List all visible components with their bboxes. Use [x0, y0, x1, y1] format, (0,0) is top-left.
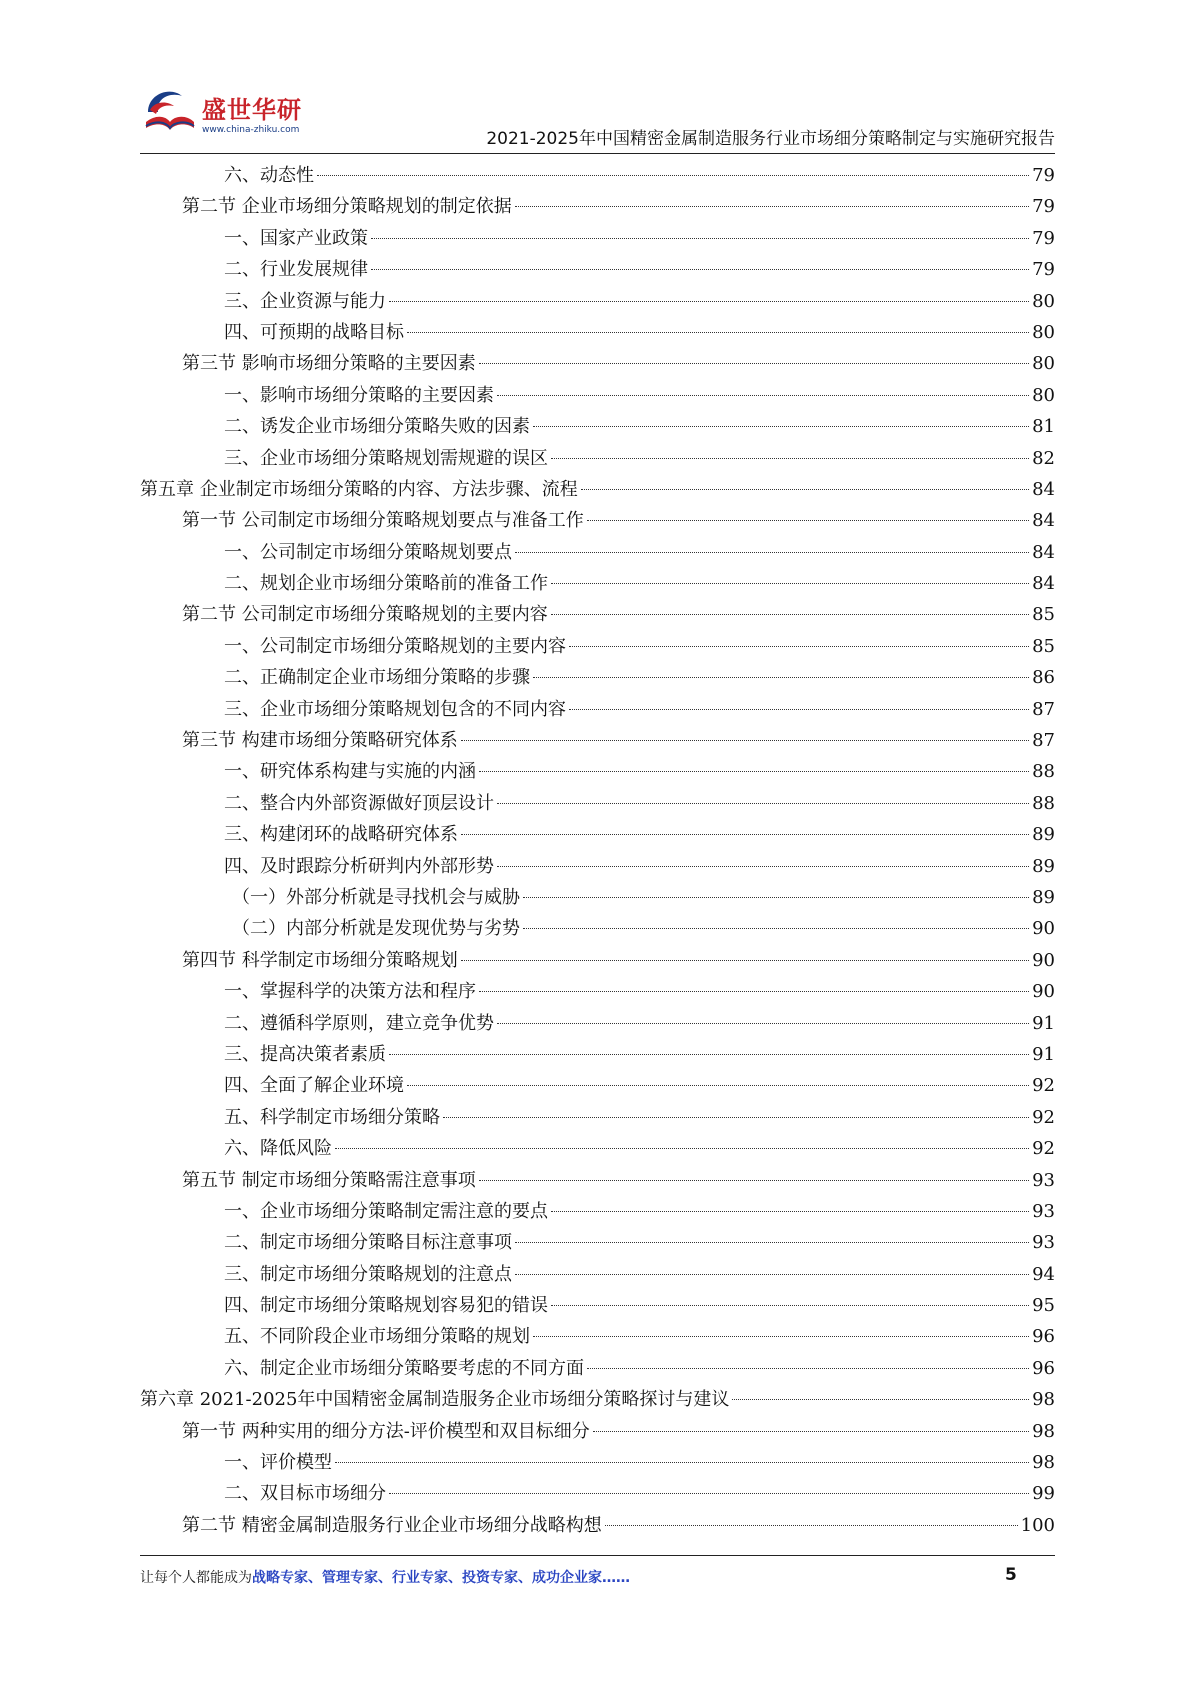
toc-leader-dots [732, 1399, 1029, 1400]
toc-entry-label: 五、不同阶段企业市场细分策略的规划 [224, 1326, 530, 1348]
toc-entry[interactable] [140, 1102, 1055, 1133]
toc-leader-dots [515, 206, 1029, 207]
toc-entry-label: 二、整合内外部资源做好顶层设计 [224, 792, 494, 814]
toc-entry-label: 二、遵循科学原则，建立竞争优势 [224, 1012, 494, 1034]
toc-leader-dots [593, 1431, 1029, 1432]
toc-entry-label: 三、企业资源与能力 [224, 290, 386, 312]
toc-entry-label: 二、正确制定企业市场细分策略的步骤 [224, 667, 530, 689]
toc-leader-dots [479, 1180, 1029, 1181]
toc-entry[interactable] [140, 568, 1055, 599]
toc-entry-page: 88 [1032, 761, 1055, 783]
toc-entry-page: 84 [1032, 478, 1055, 500]
logo-url: www.china-zhiku.com [202, 125, 300, 135]
toc-entry-label: 三、构建闭环的战略研究体系 [224, 824, 458, 846]
toc-entry-page: 93 [1032, 1200, 1055, 1222]
footer-slogan-lead: 让每个人都能成为 [140, 1570, 252, 1586]
toc-entry[interactable] [140, 1416, 1055, 1447]
toc-entry[interactable] [140, 819, 1055, 850]
toc-entry[interactable] [140, 505, 1055, 536]
toc-leader-dots [551, 614, 1029, 615]
toc-entry-page: 96 [1032, 1357, 1055, 1379]
toc-leader-dots [497, 866, 1029, 867]
toc-entry-page: 95 [1032, 1295, 1055, 1317]
toc-leader-dots [569, 646, 1029, 647]
toc-entry[interactable] [140, 913, 1055, 944]
toc-entry-label: 六、降低风险 [224, 1138, 332, 1160]
toc-entry-label: 一、影响市场细分策略的主要因素 [224, 384, 494, 406]
toc-entry[interactable] [140, 1227, 1055, 1258]
toc-entry-page: 88 [1032, 792, 1055, 814]
toc-entry-label: 一、公司制定市场细分策略规划的主要内容 [224, 635, 566, 657]
toc-leader-dots [461, 960, 1029, 961]
toc-leader-dots [389, 1054, 1029, 1055]
toc-leader-dots [479, 991, 1029, 992]
toc-entry-label: 第二节 企业市场细分策略规划的制定依据 [182, 196, 512, 218]
report-title: 2021-2025年中国精密金属制造服务行业市场细分策略制定与实施研究报告 [486, 129, 1055, 149]
toc-entry[interactable] [140, 443, 1055, 474]
toc-entry-label: 第四节 科学制定市场细分策略规划 [182, 949, 458, 971]
toc-leader-dots [371, 238, 1029, 239]
toc-entry-label: 第一节 两种实用的细分方法-评价模型和双目标细分 [182, 1420, 590, 1442]
toc-entry-page: 87 [1032, 730, 1055, 752]
toc-leader-dots [533, 1336, 1029, 1337]
toc-entry-page: 99 [1032, 1483, 1055, 1505]
toc-leader-dots [587, 1368, 1029, 1369]
toc-entry-page: 94 [1032, 1263, 1055, 1285]
toc-entry-label: 三、企业市场细分策略规划包含的不同内容 [224, 698, 566, 720]
toc-entry-page: 98 [1032, 1389, 1055, 1411]
toc-entry-label: 二、制定市场细分策略目标注意事项 [224, 1232, 512, 1254]
toc-entry[interactable] [140, 1353, 1055, 1384]
toc-entry[interactable] [140, 1290, 1055, 1321]
toc-entry-label: 四、及时跟踪分析研判内外部形势 [224, 855, 494, 877]
toc-entry[interactable] [140, 945, 1055, 976]
toc-entry[interactable] [140, 1447, 1055, 1478]
toc-entry[interactable] [140, 160, 1055, 191]
toc-leader-dots [335, 1148, 1029, 1149]
toc-entry-page: 91 [1032, 1012, 1055, 1034]
table-of-contents [140, 160, 1055, 1541]
footer-slogan [140, 1567, 630, 1587]
page-number: 5 [1005, 1565, 1017, 1585]
toc-entry-label: 三、制定市场细分策略规划的注意点 [224, 1263, 512, 1285]
toc-leader-dots [407, 332, 1029, 333]
toc-entry-label: 四、制定市场细分策略规划容易犯的错误 [224, 1295, 548, 1317]
toc-entry-page: 84 [1032, 510, 1055, 532]
toc-entry-label: 三、企业市场细分策略规划需规避的误区 [224, 447, 548, 469]
toc-entry-label: 二、行业发展规律 [224, 259, 368, 281]
toc-entry-label: 二、双目标市场细分 [224, 1483, 386, 1505]
toc-entry-label: 二、诱发企业市场细分策略失败的因素 [224, 416, 530, 438]
toc-leader-dots [497, 1023, 1029, 1024]
toc-leader-dots [515, 1242, 1029, 1243]
toc-leader-dots [533, 677, 1029, 678]
toc-entry[interactable] [140, 599, 1055, 630]
toc-entry[interactable] [140, 1259, 1055, 1290]
toc-entry-label: 六、制定企业市场细分策略要考虑的不同方面 [224, 1357, 584, 1379]
toc-entry-label: 第五节 制定市场细分策略需注意事项 [182, 1169, 476, 1191]
toc-entry-page: 89 [1032, 855, 1055, 877]
toc-entry[interactable] [140, 411, 1055, 442]
toc-leader-dots [533, 426, 1029, 427]
toc-leader-dots [371, 269, 1029, 270]
toc-entry-page: 90 [1032, 918, 1055, 940]
toc-entry-page: 90 [1032, 949, 1055, 971]
toc-leader-dots [569, 709, 1029, 710]
company-logo [140, 80, 320, 148]
toc-entry[interactable] [140, 254, 1055, 285]
toc-leader-dots [551, 583, 1029, 584]
toc-entry-page: 92 [1032, 1106, 1055, 1128]
toc-entry[interactable] [140, 1070, 1055, 1101]
toc-leader-dots [389, 301, 1029, 302]
toc-leader-dots [551, 458, 1029, 459]
toc-entry-label: 一、掌握科学的决策方法和程序 [224, 981, 476, 1003]
toc-entry[interactable] [140, 976, 1055, 1007]
toc-entry-label: （二）内部分析就是发现优势与劣势 [232, 918, 520, 940]
toc-entry[interactable] [140, 474, 1055, 505]
book-logo-icon [140, 82, 200, 142]
toc-entry-page: 98 [1032, 1420, 1055, 1442]
toc-entry-page: 79 [1032, 196, 1055, 218]
toc-leader-dots [523, 928, 1029, 929]
toc-entry-label: 第三节 影响市场细分策略的主要因素 [182, 353, 476, 375]
toc-entry[interactable] [140, 537, 1055, 568]
toc-entry-label: 一、企业市场细分策略制定需注意的要点 [224, 1200, 548, 1222]
toc-leader-dots [523, 897, 1029, 898]
toc-entry-page: 85 [1032, 635, 1055, 657]
toc-entry[interactable] [140, 1510, 1055, 1541]
toc-entry-label: 一、评价模型 [224, 1452, 332, 1474]
toc-entry-page: 93 [1032, 1169, 1055, 1191]
toc-entry-label: 一、国家产业政策 [224, 227, 368, 249]
toc-entry[interactable] [140, 1133, 1055, 1164]
toc-entry[interactable] [140, 1008, 1055, 1039]
toc-entry-page: 92 [1032, 1075, 1055, 1097]
footer-slogan-accent: 战略专家、管理专家、行业专家、投资专家、成功企业家…… [252, 1570, 630, 1586]
toc-leader-dots [515, 552, 1029, 553]
logo-name: 盛世华研 [202, 96, 302, 124]
toc-leader-dots [605, 1525, 1018, 1526]
toc-entry-page: 89 [1032, 824, 1055, 846]
toc-entry-page: 100 [1020, 1514, 1055, 1536]
toc-entry-label: 六、动态性 [224, 165, 314, 186]
toc-entry-label: 第二节 精密金属制造服务行业企业市场细分战略构想 [182, 1514, 602, 1536]
toc-entry[interactable] [140, 851, 1055, 882]
toc-entry[interactable] [140, 1165, 1055, 1196]
toc-entry[interactable] [140, 882, 1055, 913]
toc-leader-dots [587, 520, 1029, 521]
toc-entry[interactable] [140, 1384, 1055, 1415]
toc-leader-dots [551, 1305, 1029, 1306]
toc-entry[interactable] [140, 631, 1055, 662]
toc-entry-label: 二、规划企业市场细分策略前的准备工作 [224, 573, 548, 595]
toc-entry-page: 79 [1032, 259, 1055, 281]
toc-entry[interactable] [140, 694, 1055, 725]
toc-entry[interactable] [140, 1321, 1055, 1352]
toc-entry-page: 80 [1032, 321, 1055, 343]
toc-entry[interactable] [140, 286, 1055, 317]
toc-entry-label: 四、可预期的战略目标 [224, 321, 404, 343]
toc-entry-label: 第一节 公司制定市场细分策略规划要点与准备工作 [182, 510, 584, 532]
toc-leader-dots [335, 1462, 1029, 1463]
toc-entry-page: 84 [1032, 573, 1055, 595]
toc-entry-label: （一）外部分析就是寻找机会与威胁 [232, 886, 520, 908]
toc-entry-page: 87 [1032, 698, 1055, 720]
toc-entry-page: 82 [1032, 447, 1055, 469]
toc-entry[interactable] [140, 1196, 1055, 1227]
toc-entry-page: 80 [1032, 290, 1055, 312]
toc-entry[interactable] [140, 191, 1055, 222]
toc-leader-dots [479, 771, 1029, 772]
toc-entry[interactable] [140, 1039, 1055, 1070]
toc-entry-label: 五、科学制定市场细分策略 [224, 1106, 440, 1128]
toc-leader-dots [389, 1493, 1029, 1494]
toc-leader-dots [497, 395, 1029, 396]
footer-divider [140, 1555, 1055, 1556]
header-divider [140, 153, 1055, 154]
toc-entry[interactable] [140, 1478, 1055, 1509]
toc-entry[interactable] [140, 788, 1055, 819]
toc-leader-dots [551, 1211, 1029, 1212]
toc-leader-dots [461, 740, 1029, 741]
toc-entry-page: 80 [1032, 384, 1055, 406]
toc-entry-label: 第三节 构建市场细分策略研究体系 [182, 730, 458, 752]
toc-entry-page: 85 [1032, 604, 1055, 626]
toc-entry-page: 79 [1032, 165, 1055, 186]
toc-entry-page: 86 [1032, 667, 1055, 689]
toc-entry[interactable] [140, 756, 1055, 787]
toc-entry[interactable] [140, 348, 1055, 379]
toc-leader-dots [479, 363, 1029, 364]
toc-entry-label: 一、研究体系构建与实施的内涵 [224, 761, 476, 783]
toc-leader-dots [407, 1085, 1029, 1086]
toc-entry-label: 第六章 2021-2025年中国精密金属制造服务企业市场细分策略探讨与建议 [140, 1389, 730, 1411]
toc-entry-page: 93 [1032, 1232, 1055, 1254]
toc-entry-page: 79 [1032, 227, 1055, 249]
page-header [140, 80, 1055, 160]
toc-entry-page: 80 [1032, 353, 1055, 375]
toc-entry-label: 第二节 公司制定市场细分策略规划的主要内容 [182, 604, 548, 626]
toc-entry-page: 89 [1032, 886, 1055, 908]
toc-entry-label: 一、公司制定市场细分策略规划要点 [224, 541, 512, 563]
toc-entry-page: 84 [1032, 541, 1055, 563]
toc-entry[interactable] [140, 380, 1055, 411]
toc-leader-dots [581, 489, 1029, 490]
toc-leader-dots [497, 803, 1029, 804]
toc-entry[interactable] [140, 725, 1055, 756]
toc-entry-label: 第五章 企业制定市场细分策略的内容、方法步骤、流程 [140, 478, 578, 500]
toc-entry[interactable] [140, 223, 1055, 254]
toc-leader-dots [515, 1274, 1029, 1275]
toc-entry-page: 92 [1032, 1138, 1055, 1160]
toc-entry-page: 81 [1032, 416, 1055, 438]
toc-entry[interactable] [140, 317, 1055, 348]
toc-leader-dots [461, 834, 1029, 835]
toc-entry-page: 96 [1032, 1326, 1055, 1348]
toc-entry[interactable] [140, 662, 1055, 693]
toc-leader-dots [443, 1117, 1029, 1118]
toc-entry-page: 91 [1032, 1043, 1055, 1065]
toc-leader-dots [317, 175, 1029, 176]
toc-entry-page: 90 [1032, 981, 1055, 1003]
toc-entry-label: 四、全面了解企业环境 [224, 1075, 404, 1097]
toc-entry-page: 98 [1032, 1452, 1055, 1474]
toc-entry-label: 三、提高决策者素质 [224, 1043, 386, 1065]
